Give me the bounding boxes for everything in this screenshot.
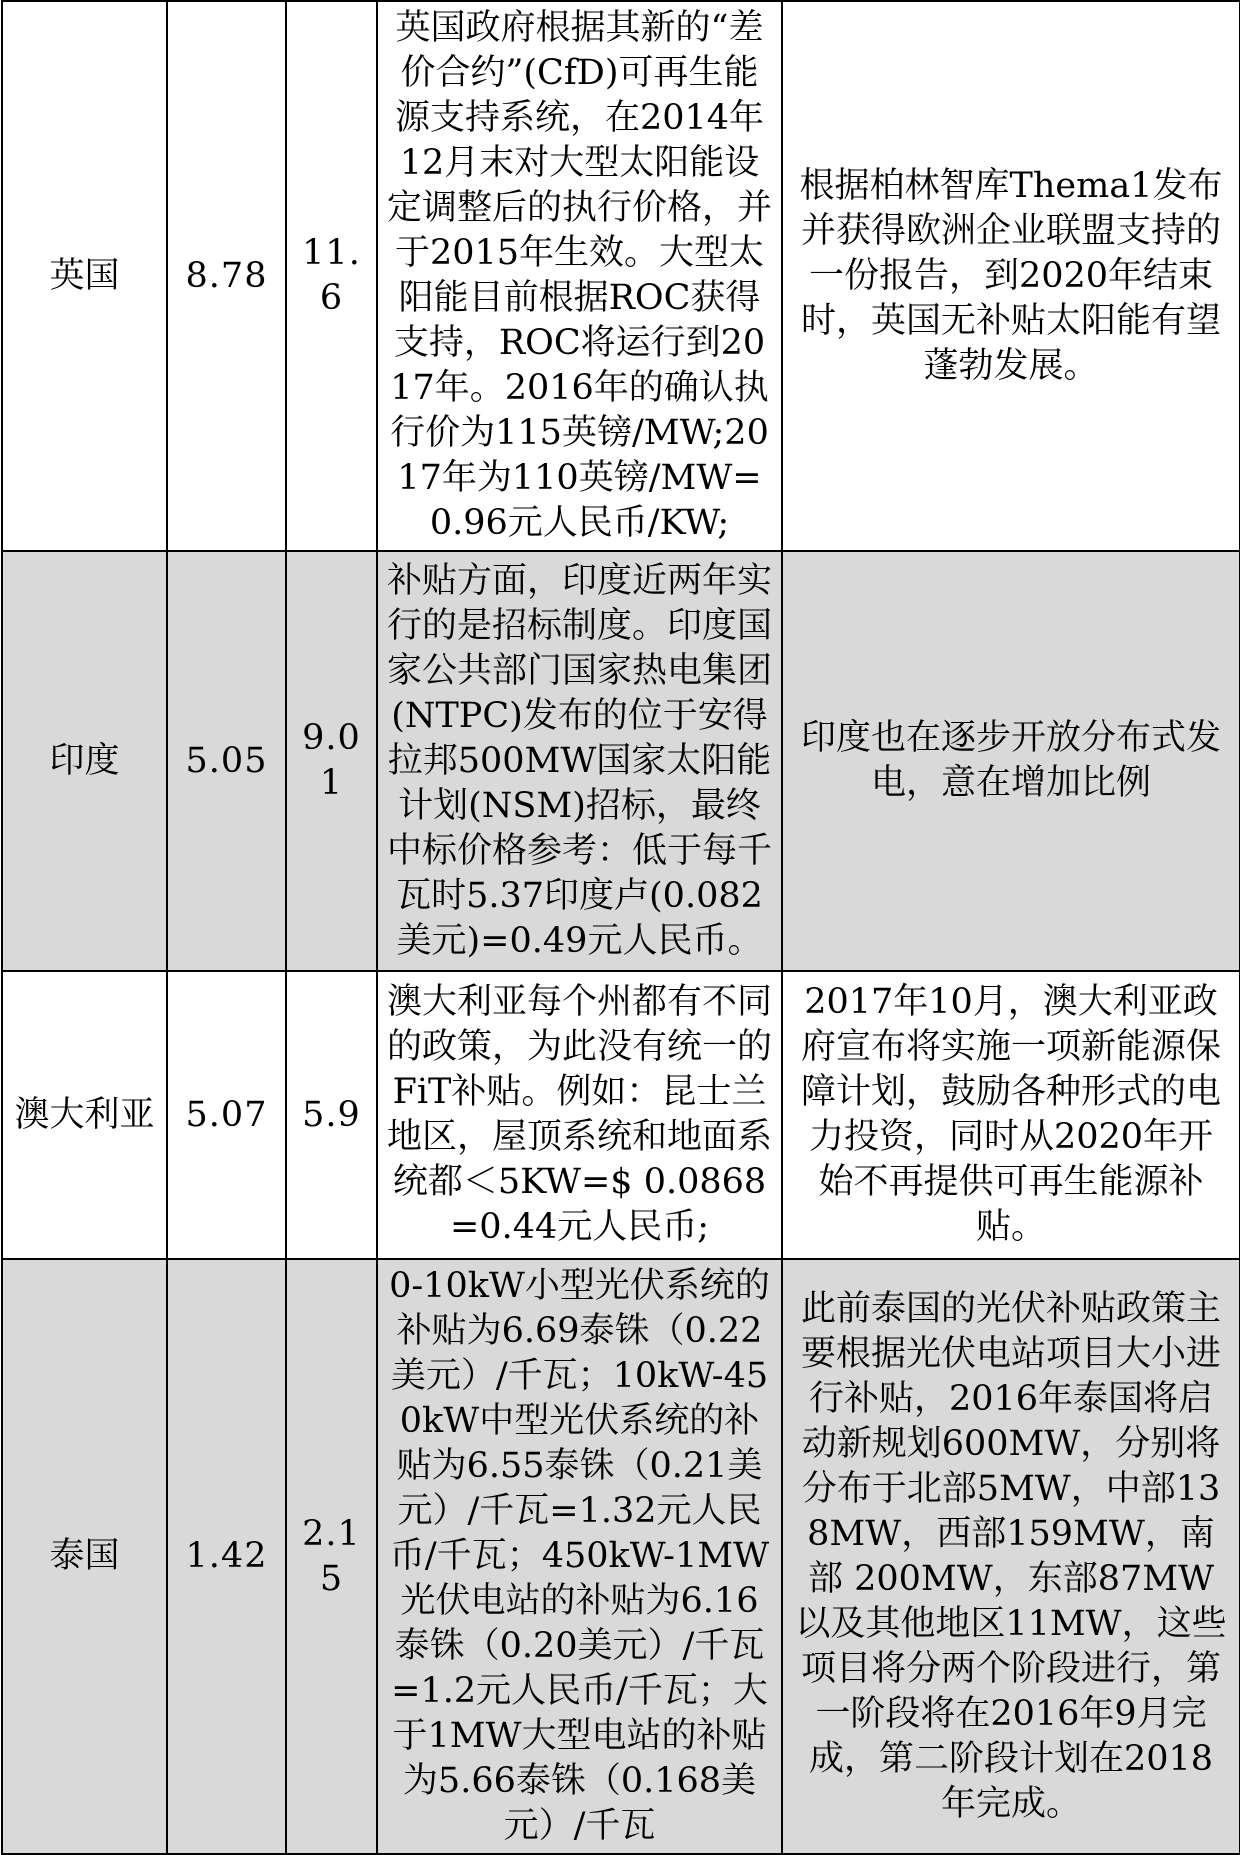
policy-cell: 0-10kW小型光伏系统的补贴为6.69泰铢（0.22美元）/千瓦；10kW-450kW中型光伏系统的补贴为6.55泰铢（0.21美元）/千瓦=1.32元人民币/千瓦；450kW-1MW光伏电站的补贴为6.16泰铢（0.20美元）/千瓦=1.2元人民币/千瓦；大于1MW大型电站的补贴为5.66泰铢（0.168美元）/千瓦 xyxy=(377,1259,782,1854)
table-row-australia xyxy=(2,971,1240,1259)
value-a-cell: 5.05 xyxy=(167,551,286,971)
value-a-cell: 8.78 xyxy=(167,1,286,551)
table-row-thailand xyxy=(2,1259,1240,1854)
value-b-cell: 5.9 xyxy=(286,971,377,1259)
country-cell: 英国 xyxy=(2,1,167,551)
outlook-cell: 此前泰国的光伏补贴政策主要根据光伏电站项目大小进行补贴，2016年泰国将启动新规划600MW，分别将分布于北部5MW，中部138MW，西部159MW，南部 200MW，东部87MW以及其他地区11MW，这些项目将分两个阶段进行，第一阶段将在2016年9月完成，第二阶段计划在2018年完成。 xyxy=(782,1259,1240,1854)
policy-cell: 补贴方面，印度近两年实行的是招标制度。印度国家公共部门国家热电集团(NTPC)发布的位于安得拉邦500MW国家太阳能计划(NSM)招标，最终中标价格参考：低于每千瓦时5.37印度卢(0.082美元)=0.49元人民币。 xyxy=(377,551,782,971)
solar-subsidy-table xyxy=(1,0,1240,1855)
country-cell: 印度 xyxy=(2,551,167,971)
value-a-cell: 1.42 xyxy=(167,1259,286,1854)
value-b-cell: 11.6 xyxy=(286,1,377,551)
country-cell: 泰国 xyxy=(2,1259,167,1854)
outlook-cell: 印度也在逐步开放分布式发电，意在增加比例 xyxy=(782,551,1240,971)
outlook-cell: 根据柏林智库Thema1发布并获得欧洲企业联盟支持的一份报告，到2020年结束时，英国无补贴太阳能有望蓬勃发展。 xyxy=(782,1,1240,551)
value-b-cell: 9.01 xyxy=(286,551,377,971)
value-b-cell: 2.15 xyxy=(286,1259,377,1854)
table-row-india xyxy=(2,551,1240,971)
table-row-uk xyxy=(2,1,1240,551)
outlook-cell: 2017年10月，澳大利亚政府宣布将实施一项新能源保障计划，鼓励各种形式的电力投资，同时从2020年开始不再提供可再生能源补贴。 xyxy=(782,971,1240,1259)
policy-cell: 澳大利亚每个州都有不同的政策，为此没有统一的FiT补贴。例如：昆士兰地区，屋顶系统和地面系统都＜5KW=$ 0.0868=0.44元人民币; xyxy=(377,971,782,1259)
country-cell: 澳大利亚 xyxy=(2,971,167,1259)
value-a-cell: 5.07 xyxy=(167,971,286,1259)
policy-cell: 英国政府根据其新的“差价合约”(CfD)可再生能源支持系统，在2014年12月末对大型太阳能设定调整后的执行价格，并于2015年生效。大型太阳能目前根据ROC获得支持，ROC将运行到2017年。2016年的确认执行价为115英镑/MW;2017年为110英镑/MW=0.96元人民币/KW; xyxy=(377,1,782,551)
